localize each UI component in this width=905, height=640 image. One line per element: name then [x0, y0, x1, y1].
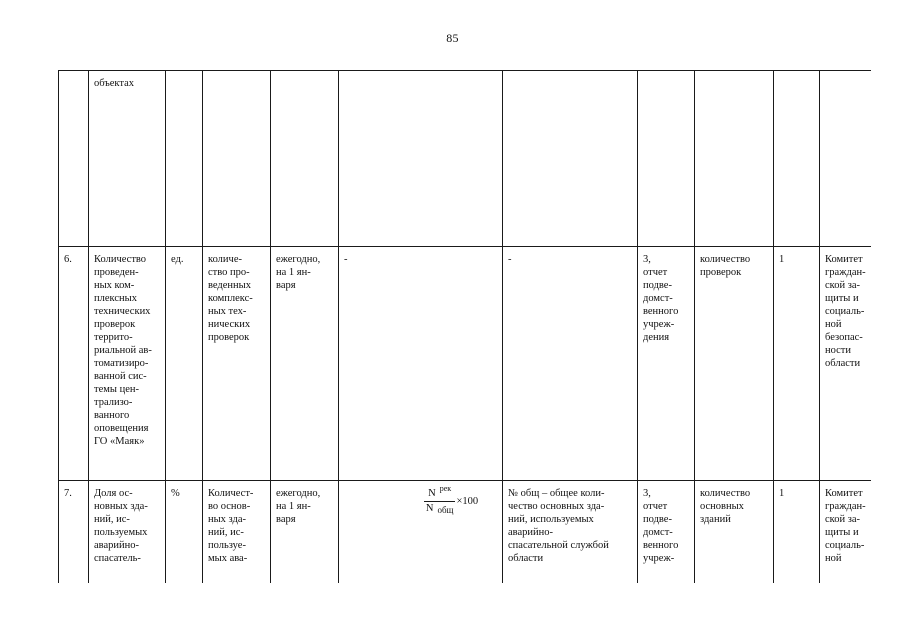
indicator-definition: количе- ство про- веденных комплекс- ных тех- нических проверок	[208, 254, 253, 343]
indicator-table	[58, 70, 871, 583]
base-indicator: количество основных зданий	[700, 488, 751, 525]
variables-dash: -	[508, 254, 512, 265]
indicator-definition: Количест- во основ- ных зда- ний, ис- пользуе- мых ава-	[208, 488, 254, 564]
page-number: 85	[446, 31, 459, 45]
collection-method: 3, отчет подве- домст- венного учреж-	[643, 488, 679, 564]
cell-base-indicator	[695, 71, 774, 247]
cell-periodicity	[271, 481, 339, 584]
cell-responsible	[820, 247, 872, 481]
cell-method	[638, 481, 695, 584]
indicator-table-wrapper	[58, 70, 871, 583]
source-code: 1	[779, 254, 785, 265]
denominator-index: общ	[437, 505, 454, 515]
cell-definition	[203, 247, 271, 481]
cell-base-indicator	[695, 481, 774, 584]
cell-periodicity	[271, 71, 339, 247]
calculation-formula	[424, 484, 479, 515]
cell-unit	[166, 481, 203, 584]
cell-source-code	[774, 481, 820, 584]
cell-responsible	[820, 71, 872, 247]
cell-source-code	[774, 247, 820, 481]
indicator-name: Доля ос- новных зда- ний, ис- пользуемых аварийно- спасатель-	[94, 488, 148, 564]
cell-definition	[203, 481, 271, 584]
cell-num	[59, 481, 89, 584]
cell-formula	[339, 247, 503, 481]
formula-dash: -	[344, 254, 348, 265]
formula-denominator	[424, 503, 456, 515]
cell-source-code	[774, 71, 820, 247]
cell-formula	[339, 71, 503, 247]
cell-name	[89, 481, 166, 584]
cell-base-indicator	[695, 247, 774, 481]
cell-periodicity	[271, 247, 339, 481]
cell-variables	[503, 247, 638, 481]
base-indicator: количество проверок	[700, 254, 751, 278]
cell-num	[59, 247, 89, 481]
cell-unit	[166, 71, 203, 247]
denominator-symbol: N	[425, 503, 434, 514]
formula-fraction	[424, 484, 456, 515]
numerator-index: рек	[439, 484, 452, 493]
row-number: 7.	[64, 488, 72, 499]
cell-method	[638, 71, 695, 247]
indicator-name: Количество проведен- ных ком- плексных технических проверок террито- риальной ав- томатизиро- ванной сис- темы цен- трализо- ванного оповещения ГО «Маяк»	[94, 254, 152, 447]
cell-unit	[166, 247, 203, 481]
numerator-symbol: N	[428, 488, 436, 499]
formula-multiplier: ×100	[456, 496, 479, 507]
periodicity: ежегодно, на 1 ян- варя	[276, 254, 321, 291]
row-number: 6.	[64, 254, 72, 265]
indicator-name-tail: объектах	[94, 78, 135, 89]
cell-definition	[203, 71, 271, 247]
source-code: 1	[779, 488, 785, 499]
cell-method	[638, 247, 695, 481]
unit-of-measure: ед.	[171, 254, 184, 265]
table-row-continued	[59, 71, 872, 247]
formula-variables: № общ – общее коли- чество основных зда- ний, используемых аварийно- спасательной службой области	[508, 488, 609, 564]
cell-variables	[503, 481, 638, 584]
cell-formula	[339, 481, 503, 584]
collection-method: 3, отчет подве- домст- венного учреж- дения	[643, 254, 679, 343]
unit-of-measure: %	[171, 488, 180, 499]
cell-variables	[503, 71, 638, 247]
table-row-6	[59, 247, 872, 481]
cell-name	[89, 247, 166, 481]
table-row-7	[59, 481, 872, 584]
cell-responsible	[820, 481, 872, 584]
cell-name	[89, 71, 166, 247]
cell-num	[59, 71, 89, 247]
responsible-body: Комитет граждан- ской за- щиты и социаль- ной	[825, 488, 866, 564]
formula-numerator	[426, 484, 453, 500]
periodicity: ежегодно, на 1 ян- варя	[276, 488, 321, 525]
responsible-body: Комитет граждан- ской за- щиты и социаль- ной безопас- ности области	[825, 254, 866, 369]
fraction-bar	[424, 501, 456, 502]
